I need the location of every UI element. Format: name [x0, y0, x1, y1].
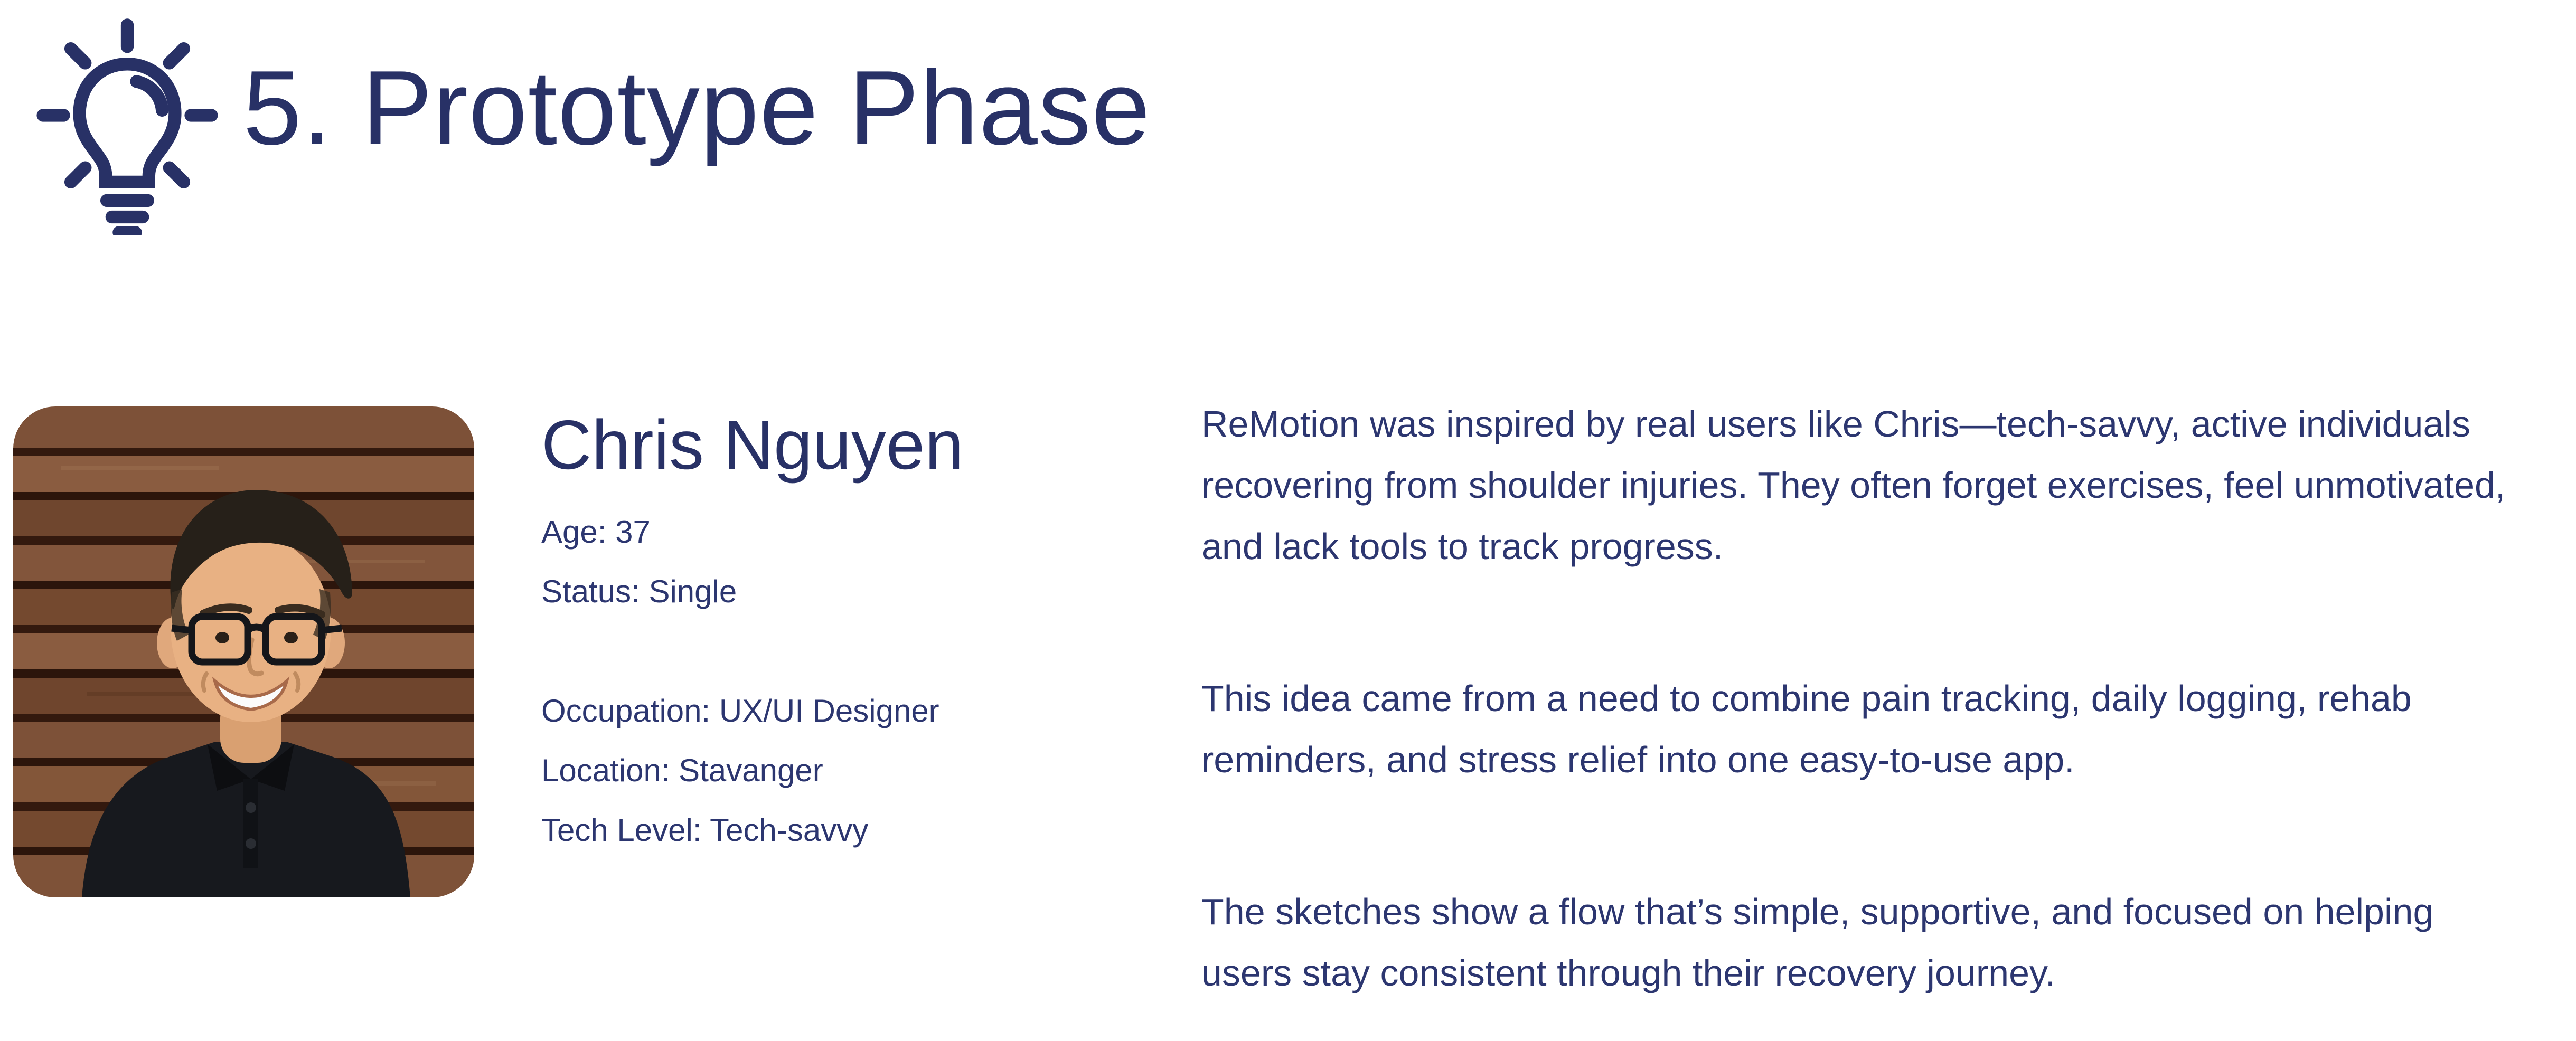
detail-spacer	[541, 621, 1164, 681]
persona-age: Age: 37	[541, 514, 651, 550]
about-paragraph-3: The sketches show a flow that’s simple, supportive, and focused on helping users stay consistent through their recovery journey.	[1201, 891, 2434, 993]
persona-info	[541, 406, 1164, 860]
page-title: 5. Prototype Phase	[243, 49, 1151, 167]
lightbulb-icon	[29, 15, 225, 235]
persona-status: Status: Single	[541, 574, 737, 609]
about-paragraph-1: ReMotion was inspired by real users like Chris—tech-savvy, active individuals recovering from shoulder injuries. They often forget exercises, feel unmotivated, and lack tools to track progress.	[1201, 403, 2506, 567]
persona-location: Location: Stavanger	[541, 753, 823, 788]
persona-photo-illustration	[13, 406, 474, 897]
persona-name: Chris Nguyen	[541, 406, 964, 484]
persona-photo	[13, 406, 474, 897]
persona-occupation: Occupation: UX/UI Designer	[541, 693, 939, 728]
about-paragraph-2: This idea came from a need to combine pain tracking, daily logging, rehab reminders, and stress relief into one easy-to-use app.	[1201, 678, 2412, 780]
persona-tech-level: Tech Level: Tech-savvy	[541, 812, 869, 848]
persona-about	[1201, 393, 2532, 1004]
